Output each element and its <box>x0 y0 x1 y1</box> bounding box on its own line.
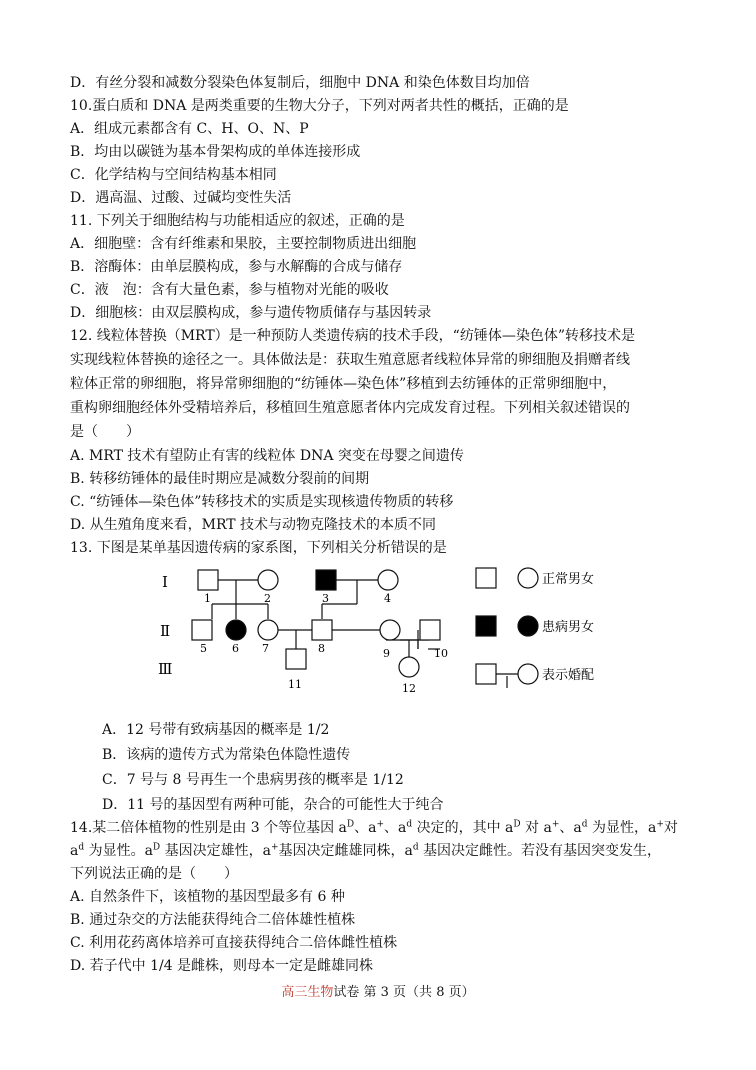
q13-stem: 13. 下图是某单基因遗传病的家系图，下列相关分析错误的是 <box>70 540 447 556</box>
q13-option-d: D．11 号的基因型有两种可能，杂合的可能性大于纯合 <box>102 797 444 813</box>
individual-4-normal-female <box>378 570 398 590</box>
pedigree-chart <box>150 562 630 702</box>
id-label: 1 <box>204 592 211 605</box>
q14-option-a: A. 自然条件下，该植物的基因型最多有 6 种 <box>70 889 345 905</box>
sup: d <box>78 842 85 853</box>
id-label: 3 <box>322 592 329 605</box>
q10-stem: 10.蛋白质和 DNA 是两类重要的生物大分子，下列对两者共性的概括，正确的是 <box>70 98 569 114</box>
sup: + <box>376 819 384 830</box>
individual-6-affected-female <box>226 620 246 640</box>
q12-stem-line: 是（ ） <box>70 424 140 440</box>
q12-stem-line: 粒体正常的卵细胞，将异常卵细胞的“纺锤体—染色体”移植到去纺锤体的正常卵细胞中， <box>70 376 617 392</box>
sup: d <box>406 819 413 830</box>
legend-affected-female <box>518 616 538 636</box>
q13-option-b: B．该病的遗传方式为常染色体隐性遗传 <box>102 747 351 763</box>
individual-1-normal-male <box>198 570 218 590</box>
pedigree-lines <box>212 580 507 688</box>
q12-stem-line: 实现线粒体替换的途径之一。具体做法是：获取生殖意愿者线粒体异常的卵细胞及捐赠者线 <box>70 352 630 368</box>
text-run: 对 <box>663 820 678 836</box>
individual-8-normal-male <box>312 620 332 640</box>
page-footer <box>0 981 756 1000</box>
id-label: 8 <box>318 642 325 655</box>
q10-option-a: A．组成元素都含有 C、H、O、N、P <box>70 121 309 137</box>
q13-option-c: C．7 号与 8 号再生一个患病男孩的概率是 1/12 <box>102 772 404 788</box>
id-label: 9 <box>383 647 390 660</box>
q14-stem-line-2 <box>70 841 661 861</box>
q10-option-c: C．化学结构与空间结构基本相同 <box>70 167 277 183</box>
text-run: 决定的，其中 a <box>412 820 514 836</box>
q14-stem-line-3: 下列说法正确的是（ ） <box>70 866 238 882</box>
legend-marriage-female <box>518 664 538 684</box>
sup: + <box>551 819 560 830</box>
id-label: 10 <box>434 647 448 660</box>
text-run: 、a <box>384 820 407 836</box>
legend-affected-male <box>476 616 496 636</box>
q12-option-b: B. 转移纺锤体的最佳时期应是减数分裂前的间期 <box>70 471 370 487</box>
sup: d <box>581 819 588 830</box>
text-run: 14.某二倍体植物的性别是由 3 个等位基因 a <box>70 820 347 836</box>
sup: + <box>656 819 664 830</box>
legend-marriage-label: 表示婚配 <box>542 668 595 683</box>
individual-10-normal-male <box>420 620 440 640</box>
text-run: 、a <box>559 820 582 836</box>
individual-3-affected-male <box>316 570 336 590</box>
q14-option-c: C. 利用花药离体培养可直接获得纯合二倍体雌性植株 <box>70 935 398 951</box>
text-run: 基因决定雌雄同株，a <box>278 843 413 859</box>
id-label: 11 <box>288 678 302 691</box>
legend-normal-female <box>518 568 538 588</box>
q14-stem-line-1 <box>70 818 678 838</box>
individual-7-normal-female <box>258 620 278 640</box>
q14-option-b: B. 通过杂交的方法能获得纯合二倍体雄性植株 <box>70 912 356 928</box>
sup: D <box>513 819 521 830</box>
individual-9-normal-female <box>380 620 400 640</box>
q10-option-d: D．遇高温、过酸、过碱均变性失活 <box>70 190 292 206</box>
individual-12-normal-female <box>399 657 419 677</box>
id-label: 12 <box>402 682 416 695</box>
legend-normal-male <box>476 568 496 588</box>
text-run: a <box>70 843 79 859</box>
text-run: 为显性，a <box>587 820 657 836</box>
text-run: 为显性。a <box>84 843 153 859</box>
q10-option-b: B．均由以碳链为基本骨架构成的单体连接形成 <box>70 144 361 160</box>
q11-option-d: D．细胞核：由双层膜构成，参与遗传物质储存与基因转录 <box>70 305 432 321</box>
sup: D <box>346 819 355 830</box>
legend-affected-label: 患病男女 <box>542 620 595 635</box>
id-label: 2 <box>264 592 271 605</box>
sup: D <box>152 842 161 853</box>
gen-label-3: Ⅲ <box>158 660 173 678</box>
legend-normal-label: 正常男女 <box>542 572 595 587</box>
q12-option-a: A. MRT 技术有望防止有害的线粒体 DNA 突变在母婴之间遗传 <box>70 448 464 464</box>
individual-11-normal-male <box>286 649 306 669</box>
q11-option-a: A．细胞壁：含有纤维素和果胶，主要控制物质进出细胞 <box>70 236 417 252</box>
q12-stem-line: 重构卵细胞经体外受精培养后，移植回生殖意愿者体内完成发育过程。下列相关叙述错误的 <box>70 400 630 416</box>
q9-option-d: D．有丝分裂和减数分裂染色体复制后，细胞中 DNA 和染色体数目均加倍 <box>70 75 530 91</box>
gen-label-2: Ⅱ <box>160 622 171 640</box>
q14-option-d: D. 若子代中 1/4 是雌株，则母本一定是雌雄同株 <box>70 958 374 974</box>
individual-2-normal-female <box>258 570 278 590</box>
individual-5-normal-male <box>192 620 212 640</box>
id-label: 4 <box>384 592 391 605</box>
footer-subject: 高三生物 <box>281 985 334 1000</box>
id-label: 5 <box>200 642 207 655</box>
q12-option-c: C. “纺锤体—染色体”转移技术的实质是实现核遗传物质的转移 <box>70 494 454 510</box>
id-label: 6 <box>232 642 239 655</box>
individual-numbers <box>200 592 448 695</box>
q13-option-a: A．12 号带有致病基因的概率是 1/2 <box>102 722 330 738</box>
legend-marriage-male <box>476 664 496 684</box>
text-run: 、a <box>354 820 377 836</box>
text-run: 基因决定雌性。若没有基因突变发生， <box>418 843 662 859</box>
q12-option-d: D. 从生殖角度来看，MRT 技术与动物克隆技术的本质不同 <box>70 517 437 533</box>
gen-label-1: Ⅰ <box>162 573 168 591</box>
footer-page-info: 试卷 第 3 页（共 8 页） <box>333 985 475 1000</box>
text-run: 对 a <box>520 820 552 836</box>
q11-option-c: C．液 泡：含有大量色素，参与植物对光能的吸收 <box>70 282 389 298</box>
q12-stem-line: 12. 线粒体替换（MRT）是一种预防人类遗传病的技术手段，“纺锤体—染色体”转移技术是 <box>70 328 635 344</box>
text-run: 基因决定雄性，a <box>160 843 271 859</box>
q11-option-b: B．溶酶体：由单层膜构成，参与水解酶的合成与储存 <box>70 259 403 275</box>
q11-stem: 11. 下列关于细胞结构与功能相适应的叙述，正确的是 <box>70 213 405 229</box>
id-label: 7 <box>262 642 269 655</box>
sup: d <box>412 842 419 853</box>
sup: + <box>270 842 279 853</box>
